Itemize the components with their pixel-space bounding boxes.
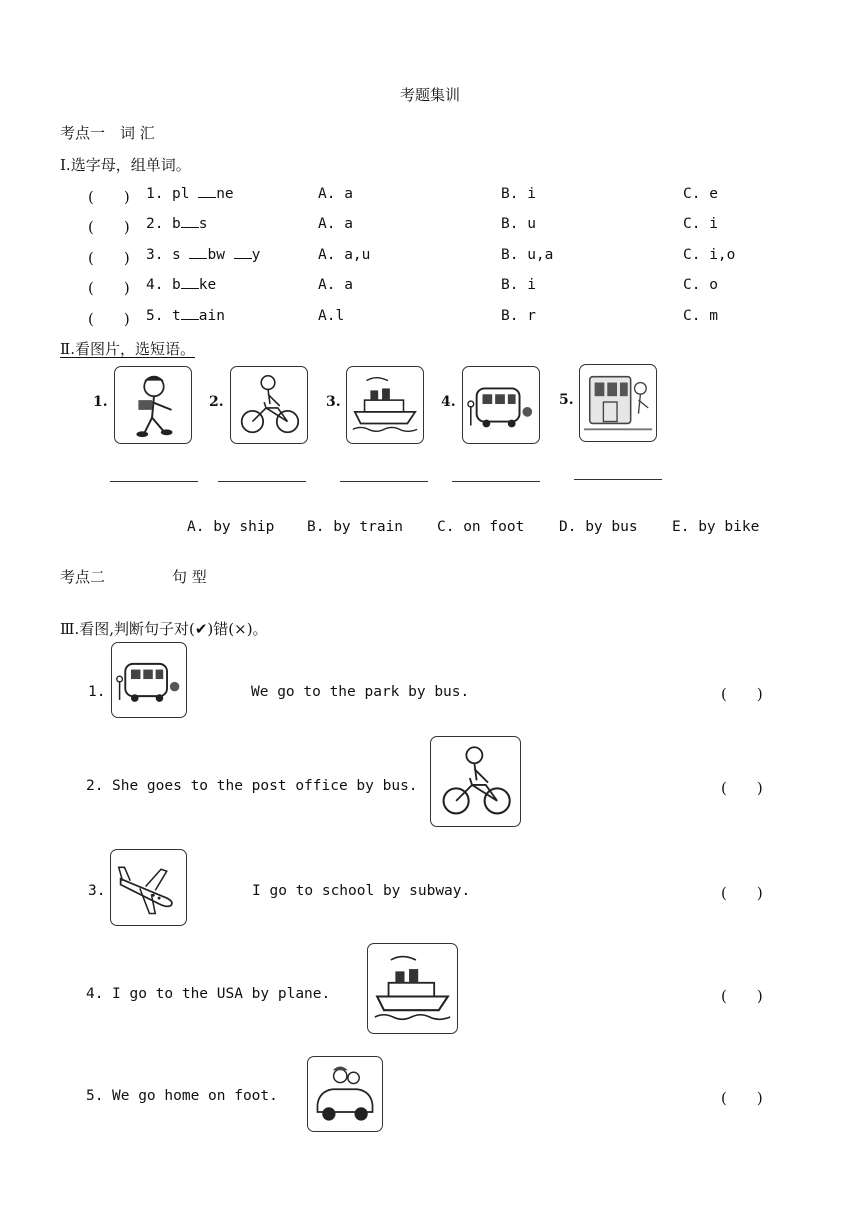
option-a: A. a xyxy=(318,277,353,293)
answer-bracket[interactable]: ( ) xyxy=(88,279,130,297)
ship-icon xyxy=(347,367,423,443)
train-icon xyxy=(580,365,656,441)
option-c: C. i,o xyxy=(683,247,736,263)
word-suffix: s xyxy=(198,216,208,232)
option-a: A. a xyxy=(318,216,353,232)
judge-sentence-5: We go home on foot. xyxy=(112,1088,278,1104)
word-suffix: y xyxy=(251,247,261,263)
judge-sentence-4: I go to the USA by plane. xyxy=(112,986,331,1002)
pic-number-3: 3. xyxy=(326,394,341,410)
question-number: 5. xyxy=(146,308,164,324)
option-b: B. by train xyxy=(307,519,404,535)
option-c: C. e xyxy=(683,186,718,202)
word-suffix: ne xyxy=(216,186,234,202)
option-c: C. on foot xyxy=(437,519,525,535)
question-number: 2. xyxy=(146,216,164,232)
word-middle: bw xyxy=(207,247,234,263)
part1-heading: Ⅰ.选字母，组单词。 xyxy=(60,156,191,174)
judge-bracket-1[interactable]: ( ) xyxy=(721,685,763,703)
word-with-blanks xyxy=(172,308,225,324)
picture-bus xyxy=(462,366,540,444)
ship-icon xyxy=(368,944,457,1033)
judge-sentence-3: I go to school by subway. xyxy=(252,883,471,899)
pic-number-2: 2. xyxy=(209,394,224,410)
section1-heading: 考点一 词 汇 xyxy=(60,124,155,142)
question-number: 3. xyxy=(146,247,164,263)
option-b: B. u,a xyxy=(501,247,554,263)
judge-picture-5 xyxy=(307,1056,383,1132)
word-prefix: pl xyxy=(172,186,199,202)
judge-picture-1 xyxy=(111,642,187,718)
judge-number-2: 2. xyxy=(86,778,104,794)
pic-number-1: 1. xyxy=(93,394,108,410)
option-c: C. m xyxy=(683,308,718,324)
option-b: B. u xyxy=(501,216,536,232)
bus-icon xyxy=(463,367,539,443)
judge-number-4: 4. xyxy=(86,986,104,1002)
judge-bracket-3[interactable]: ( ) xyxy=(721,884,763,902)
judge-picture-3 xyxy=(110,849,187,926)
answer-line-4[interactable] xyxy=(452,481,540,482)
option-b: B. r xyxy=(501,308,536,324)
letter-blank[interactable] xyxy=(181,319,199,320)
judge-number-3: 3. xyxy=(88,883,106,899)
plane-icon xyxy=(111,850,186,925)
word-suffix: ain xyxy=(198,308,225,324)
word-prefix: b xyxy=(172,277,181,293)
section2-heading-title: 句 型 xyxy=(172,568,207,586)
part3-heading: Ⅲ.看图,判断句子对(✔)错(×)。 xyxy=(60,620,268,638)
girl-on-bike-icon xyxy=(231,367,307,443)
judge-sentence-2: She goes to the post office by bus. xyxy=(112,778,418,794)
part2-heading xyxy=(60,338,195,359)
judge-picture-4 xyxy=(367,943,458,1034)
word-with-blanks xyxy=(172,186,234,202)
walking-boy-icon xyxy=(115,367,191,443)
girl-on-bike-icon xyxy=(431,737,520,826)
question-number: 1. xyxy=(146,186,164,202)
judge-number-1: 1. xyxy=(88,684,106,700)
word-prefix: t xyxy=(172,308,181,324)
pic-number-5: 5. xyxy=(559,392,574,408)
pic-number-4: 4. xyxy=(441,394,456,410)
judge-bracket-2[interactable]: ( ) xyxy=(721,779,763,797)
letter-blank[interactable] xyxy=(189,258,207,259)
bus-icon xyxy=(112,643,186,717)
answer-bracket[interactable]: ( ) xyxy=(88,249,130,267)
word-prefix: s xyxy=(172,247,190,263)
judge-bracket-4[interactable]: ( ) xyxy=(721,987,763,1005)
picture-train xyxy=(579,364,657,442)
car-icon xyxy=(308,1057,382,1131)
word-suffix: ke xyxy=(198,277,217,293)
letter-blank[interactable] xyxy=(234,258,252,259)
judge-number-5: 5. xyxy=(86,1088,104,1104)
option-a: A. by ship xyxy=(187,519,275,535)
option-a: A. a,u xyxy=(318,247,371,263)
judge-sentence-1: We go to the park by bus. xyxy=(251,684,470,700)
letter-blank[interactable] xyxy=(181,288,199,289)
option-a: A. a xyxy=(318,186,353,202)
letter-blank[interactable] xyxy=(181,227,199,228)
answer-bracket[interactable]: ( ) xyxy=(88,310,130,328)
judge-picture-2 xyxy=(430,736,521,827)
answer-line-2[interactable] xyxy=(218,481,306,482)
picture-ship xyxy=(346,366,424,444)
picture-girl-on-bike xyxy=(230,366,308,444)
option-c: C. i xyxy=(683,216,718,232)
answer-line-1[interactable] xyxy=(110,481,198,482)
word-with-blanks xyxy=(172,247,260,263)
page-title: 考题集训 xyxy=(399,86,460,104)
judge-bracket-5[interactable]: ( ) xyxy=(721,1089,763,1107)
part2-heading-text: Ⅱ.看图片，选短语。 xyxy=(60,340,195,358)
option-a: A.l xyxy=(318,308,345,324)
letter-blank[interactable] xyxy=(198,197,216,198)
word-prefix: b xyxy=(172,216,181,232)
word-with-blanks xyxy=(172,216,207,232)
question-number: 4. xyxy=(146,277,164,293)
section2-heading-label: 考点二 xyxy=(60,568,106,586)
answer-bracket[interactable]: ( ) xyxy=(88,218,130,236)
option-d: D. by bus xyxy=(559,519,638,535)
picture-walking-boy xyxy=(114,366,192,444)
answer-line-5[interactable] xyxy=(574,479,662,480)
option-b: B. i xyxy=(501,186,536,202)
word-with-blanks xyxy=(172,277,216,293)
answer-line-3[interactable] xyxy=(340,481,428,482)
option-c: C. o xyxy=(683,277,718,293)
option-b: B. i xyxy=(501,277,536,293)
option-e: E. by bike xyxy=(672,519,760,535)
answer-bracket[interactable]: ( ) xyxy=(88,188,130,206)
